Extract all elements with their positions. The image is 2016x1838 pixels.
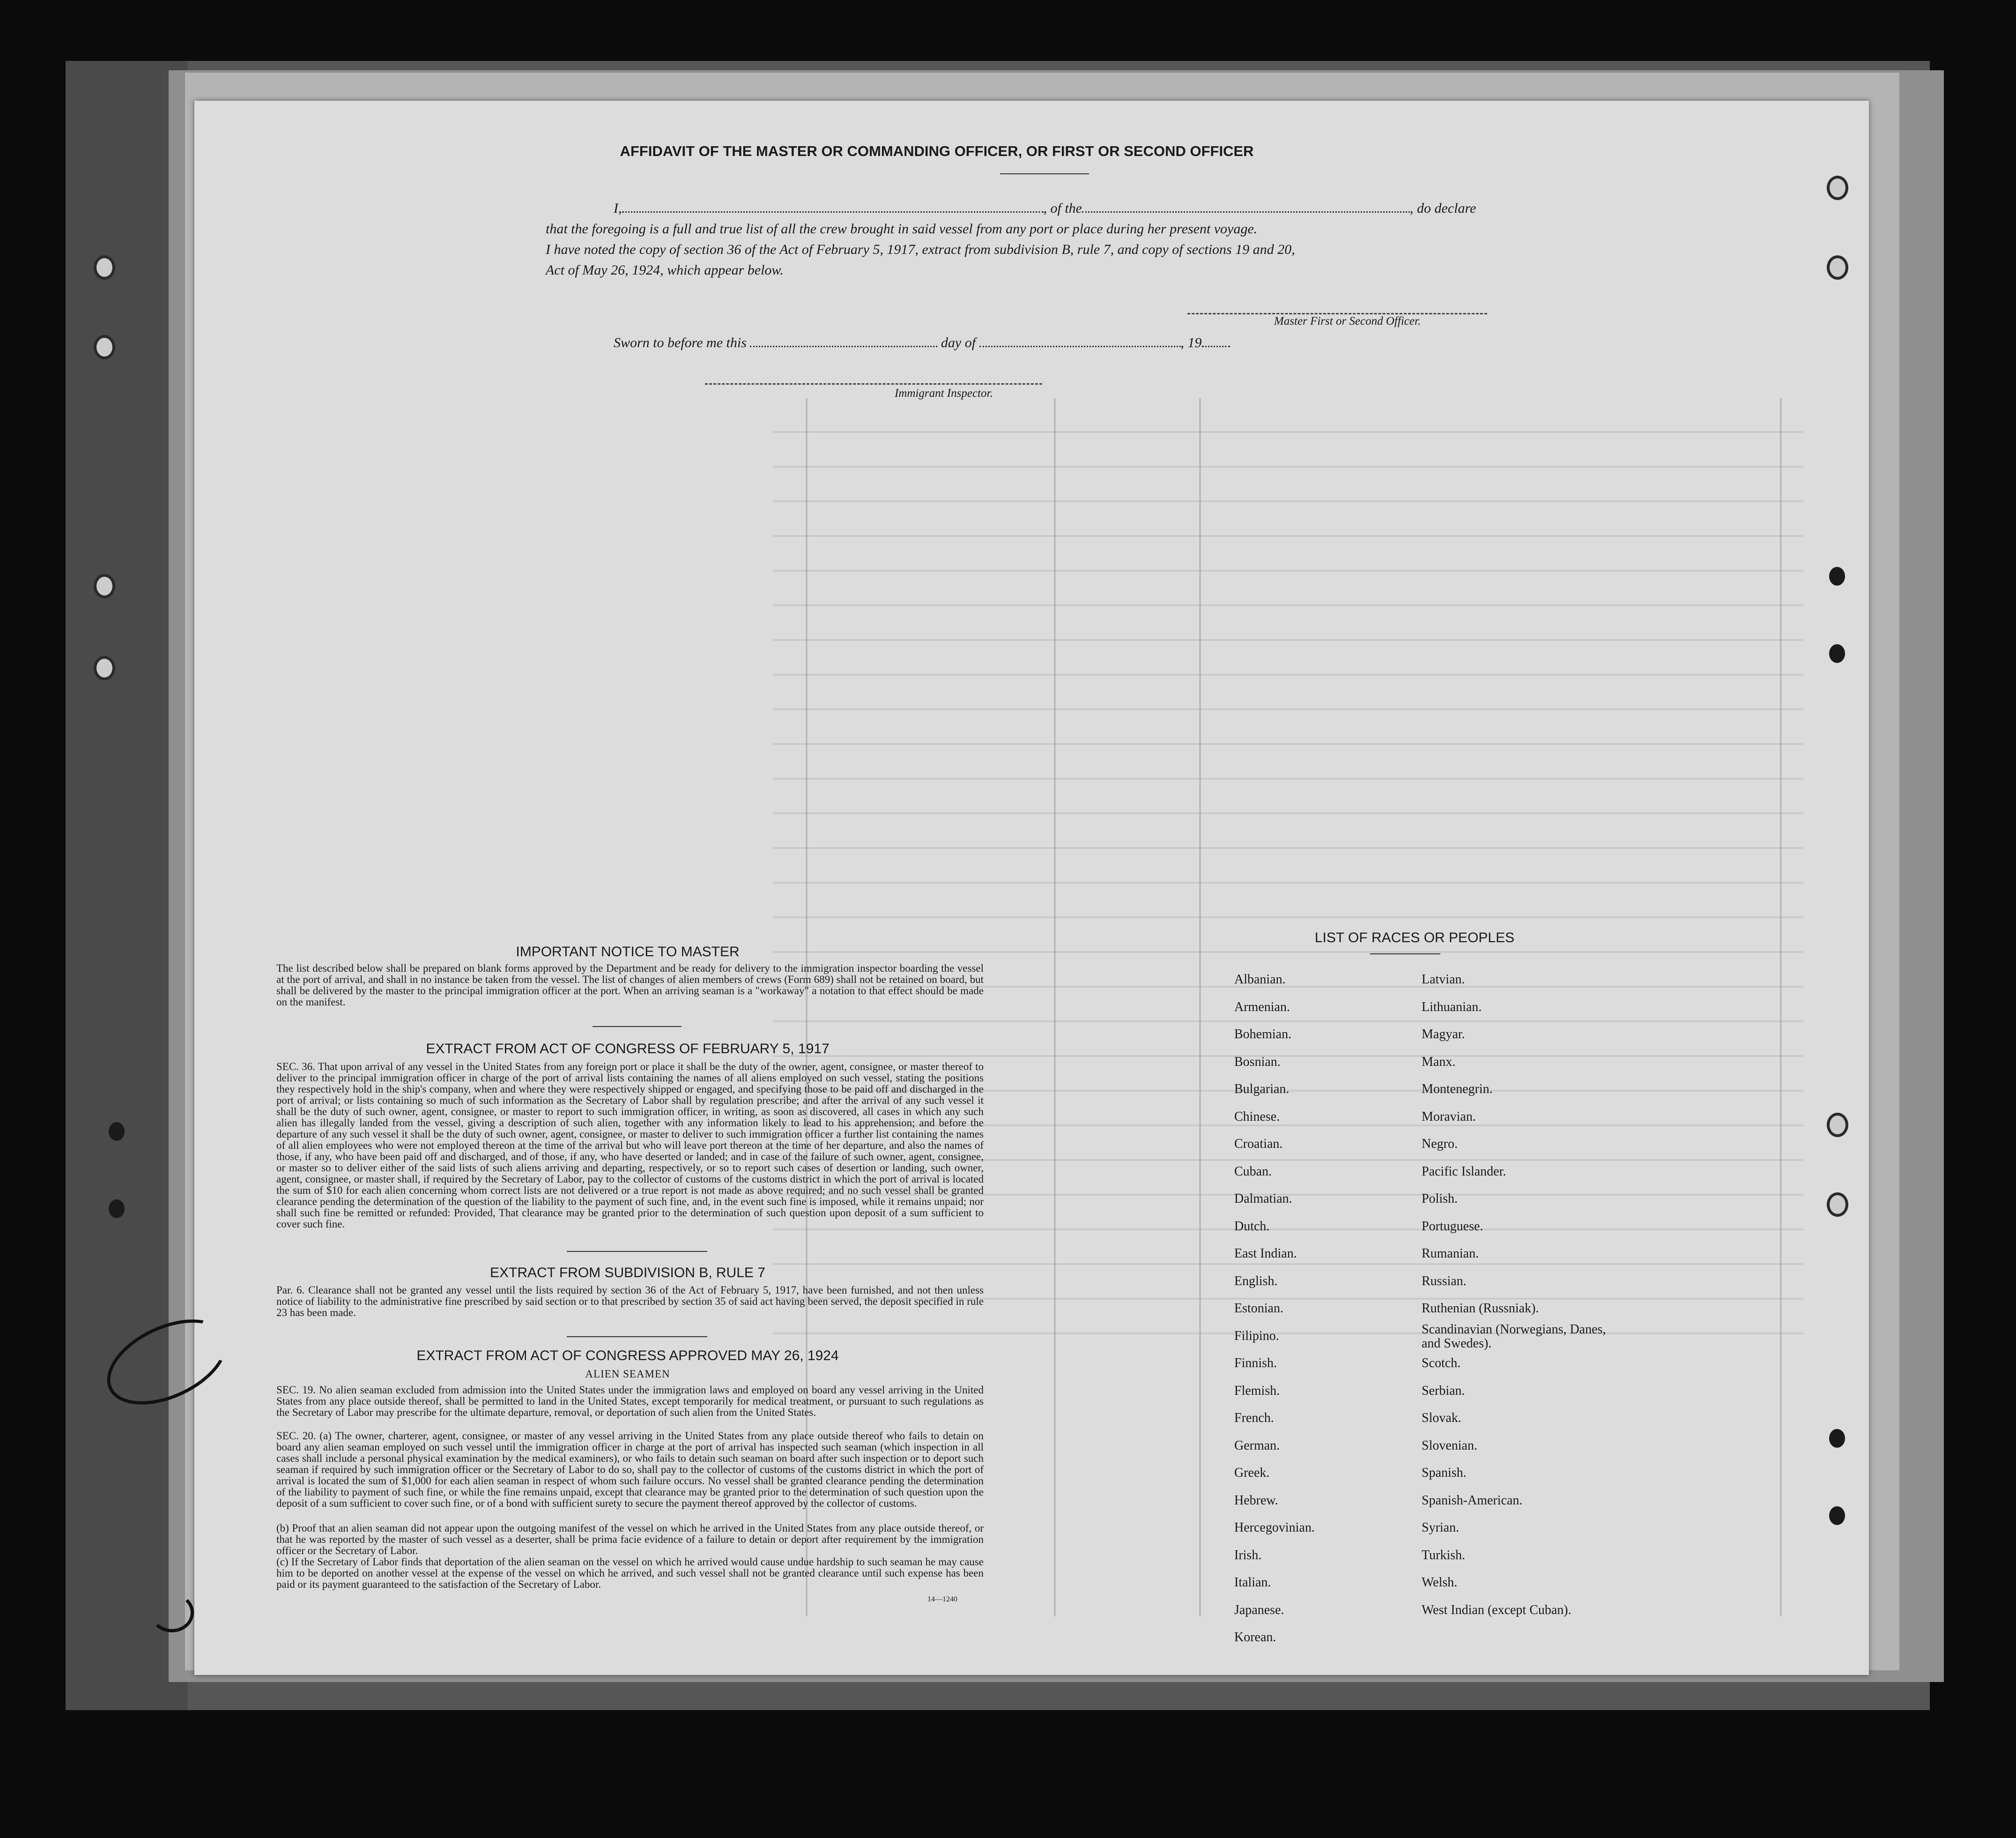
race-item: Bosnian. (1234, 1054, 1281, 1069)
race-item: Korean. (1234, 1630, 1276, 1645)
race-item: Lithuanian. (1422, 999, 1482, 1014)
race-item: Moravian. (1422, 1109, 1476, 1124)
race-item: Rumanian. (1422, 1246, 1479, 1261)
race-item: Spanish-American. (1422, 1493, 1523, 1508)
bleed-through-column (1199, 398, 1201, 1616)
race-item: Flemish. (1234, 1383, 1280, 1398)
race-item: Croatian. (1234, 1137, 1283, 1151)
races-left-column (1234, 966, 1412, 1652)
affidavit-line-2: that the foregoing is a full and true list of all the crew brought in said vessel from any port or place during her present voyage. (546, 221, 1258, 237)
race-item: Hercegovinian. (1234, 1520, 1315, 1535)
subdivision-b-text: Par. 6. Clearance shall not be granted any vessel until the lists required by section 36 of the Act of February 5, 1917, have been furnished, and not then unless notice of liability to the administrative fine prescribed by said section or to that prescribed by section 35 of said act having been served, the deposit specified in rule 23 has been made. (276, 1284, 984, 1318)
vessel-field[interactable] (1082, 211, 1410, 213)
extract-1924-sec20c: (c) If the Secretary of Labor finds that deportation of the alien seaman on the vessel on which he arrived would cause undue hardship to such seaman he may cause him to be deported on another vessel at the expense of the vessel on which he arrived, and such vessel shall not be granted clearance until such expense has been paid or its payment guaranteed to the satisfaction of the Secretary of Labor. (276, 1556, 984, 1590)
extract-1924-sec20b: (b) Proof that an alien seaman did not appear upon the outgoing manifest of the vessel on which he arrived in the United States from any place outside thereof, or that he was reported by the master of such vessel as a deserter, shall be prima facie evidence of a failure to detain or deport after requirement by the immigration officer or the Secretary of Labor. (276, 1522, 984, 1556)
race-item: Portuguese. (1422, 1219, 1483, 1234)
race-item: Serbian. (1422, 1383, 1465, 1398)
race-item: Bulgarian. (1234, 1082, 1290, 1096)
race-item: English. (1234, 1273, 1278, 1288)
extract-1924-title: EXTRACT FROM ACT OF CONGRESS APPROVED MAY 26, 1924 (416, 1348, 839, 1363)
race-item: Bohemian. (1234, 1027, 1292, 1042)
divider (567, 1336, 707, 1337)
race-item: Estonian. (1234, 1301, 1283, 1316)
race-item: Armenian. (1234, 999, 1290, 1014)
race-item: Spanish. (1422, 1466, 1467, 1480)
extract-1924-sec20a: SEC. 20. (a) The owner, charterer, agent, consignee, or master of any vessel arriving in the United States from any place outside thereof who fails to detain on board any alien seaman employed on such vessel until the immigration officer in charge at the port of arrival has inspected such seaman (which inspection in all cases shall include a personal physical examination by the medical examiners), or who fails to detain such seaman on board after such inspection or to deport such seaman if required by such immigration officer or the Secretary of Labor to do so, shall pay to the collector of customs of the customs district in which the port of arrival is located the sum of $1,000 for each alien seaman in respect of whom such failure occurs. No vessel shall be granted clearance pending the determination of the liability to payment of such fine, or while the fine remains unpaid, except that clearance may be granted prior to the determination of such question upon the deposit of a sum sufficient to cover such fine, or of a bond with sufficient surety to secure the payment thereof approved by the collector of customs. (276, 1430, 984, 1509)
race-item: Cuban. (1234, 1164, 1272, 1179)
race-item: Scotch. (1422, 1356, 1461, 1370)
race-item: Polish. (1422, 1191, 1458, 1206)
race-item: Pacific Islander. (1422, 1164, 1506, 1179)
form-number: 14—1240 (927, 1595, 957, 1603)
race-item: Negro. (1422, 1137, 1458, 1151)
race-item: Greek. (1234, 1466, 1270, 1480)
race-item: Dalmatian. (1234, 1191, 1292, 1206)
race-item: Russian. (1422, 1273, 1467, 1288)
master-signature-line[interactable] (1187, 313, 1487, 314)
race-item: German. (1234, 1438, 1280, 1453)
race-item: Slovak. (1422, 1411, 1461, 1425)
race-item: Japanese. (1234, 1602, 1284, 1617)
race-item: West Indian (except Cuban). (1422, 1602, 1571, 1617)
affidavit-title: AFFIDAVIT OF THE MASTER OR COMMANDING OFFICER, OR FIRST OR SECOND OFFICER (620, 143, 1254, 159)
bleed-through-column (1780, 398, 1782, 1616)
divider (567, 1251, 707, 1252)
extract-1924-subtitle: ALIEN SEAMEN (585, 1368, 670, 1380)
master-signature-label: Master First or Second Officer. (1274, 315, 1421, 327)
race-item: Latvian. (1422, 972, 1465, 987)
handwritten-mark (150, 1593, 194, 1632)
race-item: Finnish. (1234, 1356, 1277, 1370)
affidavit-line-3: I have noted the copy of section 36 of the Act of February 5, 1917, extract from subdivision B, rule 7, and copy of sections 19 and 20, (546, 242, 1295, 257)
races-title: LIST OF RACES OR PEOPLES (1314, 930, 1515, 945)
affidavit-line-1: I, , of the , do declare (614, 201, 1476, 216)
extract-1917-title: EXTRACT FROM ACT OF CONGRESS OF FEBRUARY 5, 1917 (426, 1041, 830, 1057)
races-right-column (1422, 966, 1637, 1624)
race-item: French. (1234, 1411, 1274, 1425)
race-item: East Indian. (1234, 1246, 1297, 1261)
extract-1924-sec19: SEC. 19. No alien seaman excluded from admission into the United States under the immigration laws and employed on board any vessel arriving in the United States from any place outside thereof, shall be permitted to land in the United States, except temporarily for medical treatment, or pursuant to such regulations as the Secretary of Labor may prescribe for the ultimate departure, removal, or deportation of such alien from the United States. (276, 1384, 984, 1418)
race-item: Turkish. (1422, 1548, 1466, 1563)
race-item: Chinese. (1234, 1109, 1280, 1124)
race-item: Filipino. (1234, 1328, 1279, 1343)
sworn-line: Sworn to before me this day of , 19 (614, 335, 1316, 351)
inspector-signature-line[interactable] (705, 383, 1042, 385)
race-item: Albanian. (1234, 972, 1286, 987)
bleed-through-column (1054, 398, 1056, 1616)
divider (1000, 173, 1089, 174)
race-item: Montenegrin. (1422, 1082, 1493, 1096)
sworn-year-field[interactable] (1202, 346, 1230, 347)
race-item: Ruthenian (Russniak). (1422, 1301, 1539, 1316)
divider (593, 1026, 682, 1027)
race-item: Syrian. (1422, 1520, 1460, 1535)
sworn-day-field[interactable] (750, 346, 937, 347)
race-item: Scandinavian (Norwegians, Danes, and Swedes). (1422, 1322, 1606, 1351)
race-item: Slovenian. (1422, 1438, 1477, 1453)
race-item: Magyar. (1422, 1027, 1465, 1042)
race-item: Welsh. (1422, 1575, 1458, 1590)
race-item: Dutch. (1234, 1219, 1270, 1234)
race-item: Manx. (1422, 1054, 1456, 1069)
race-item: Italian. (1234, 1575, 1271, 1590)
race-item: Hebrew. (1234, 1493, 1278, 1508)
affidavit-line-4: Act of May 26, 1924, which appear below. (546, 262, 784, 278)
sworn-month-field[interactable] (979, 346, 1181, 347)
notice-title: IMPORTANT NOTICE TO MASTER (516, 944, 740, 960)
subdivision-b-title: EXTRACT FROM SUBDIVISION B, RULE 7 (490, 1265, 765, 1280)
extract-1917-text: SEC. 36. That upon arrival of any vessel in the United States from any foreign port or place it shall be the duty of the owner, agent, consignee, or master thereof to deliver to the principal immigration officer in charge of the port of arrival lists containing the names of all aliens employed on such vessel, stating the positions they respectively hold in the ship's company, when and where they were respectively shipped or engaged, and specifying those to be paid off and discharged in the port of arrival; or lists containing so much of such information as the Secretary of Labor shall by regulation prescribe; and after the arrival of any such vessel it shall be the duty of such owner, agent, consignee, or master to report to such immigration officer, in writing, as soon as discovered, all cases in which any such alien has illegally landed from the vessel, giving a description of such alien, together with any information likely to lead to his apprehension; and before the departure of any such vessel it shall be the duty of such owner, agent, consignee, or master to deliver to such immigration officer a further list containing the names of all alien employees who were not employed thereon at the time of the arrival but who will leave port thereon at the time of her departure, and also the names of those, if any, who have been paid off and discharged, and of those, if any, who have deserted or landed; and in case of the failure of such owner, agent, consignee, or master so to deliver either of the said lists of such aliens arriving and departing, respectively, or so to report such cases of desertion or landing, such owner, agent, consignee, or master shall, if required by the Secretary of Labor, pay to the collector of customs of the customs district in which the port of arrival is located the sum of $10 for each alien concerning whom correct lists are not delivered or a true report is not made as above required; and no such vessel shall be granted clearance pending the determination of the question of the liability to the payment of such fine, and, in the event such fine is imposed, while it remains unpaid; nor shall such fine be remitted or refunded: Provided, That clearance may be granted prior to the determination of such question upon deposit of a sum sufficient to cover such fine. (276, 1061, 984, 1230)
inspector-label: Immigrant Inspector. (895, 387, 993, 400)
divider (1370, 953, 1440, 954)
notice-text: The list described below shall be prepared on blank forms approved by the Department and be ready for delivery to the immigration inspector boarding the vessel at the port of arrival, and shall in no instance be taken from the vessel. The list of changes of alien members of crews (Form 689) shall not be retained on board, but shall be delivered by the master to the principal immigration officer at the port. When an arriving seaman is a "workaway" a notation to that effect should be made on the manifest. (276, 962, 984, 1008)
name-field[interactable] (622, 211, 1044, 213)
race-item: Irish. (1234, 1548, 1262, 1563)
